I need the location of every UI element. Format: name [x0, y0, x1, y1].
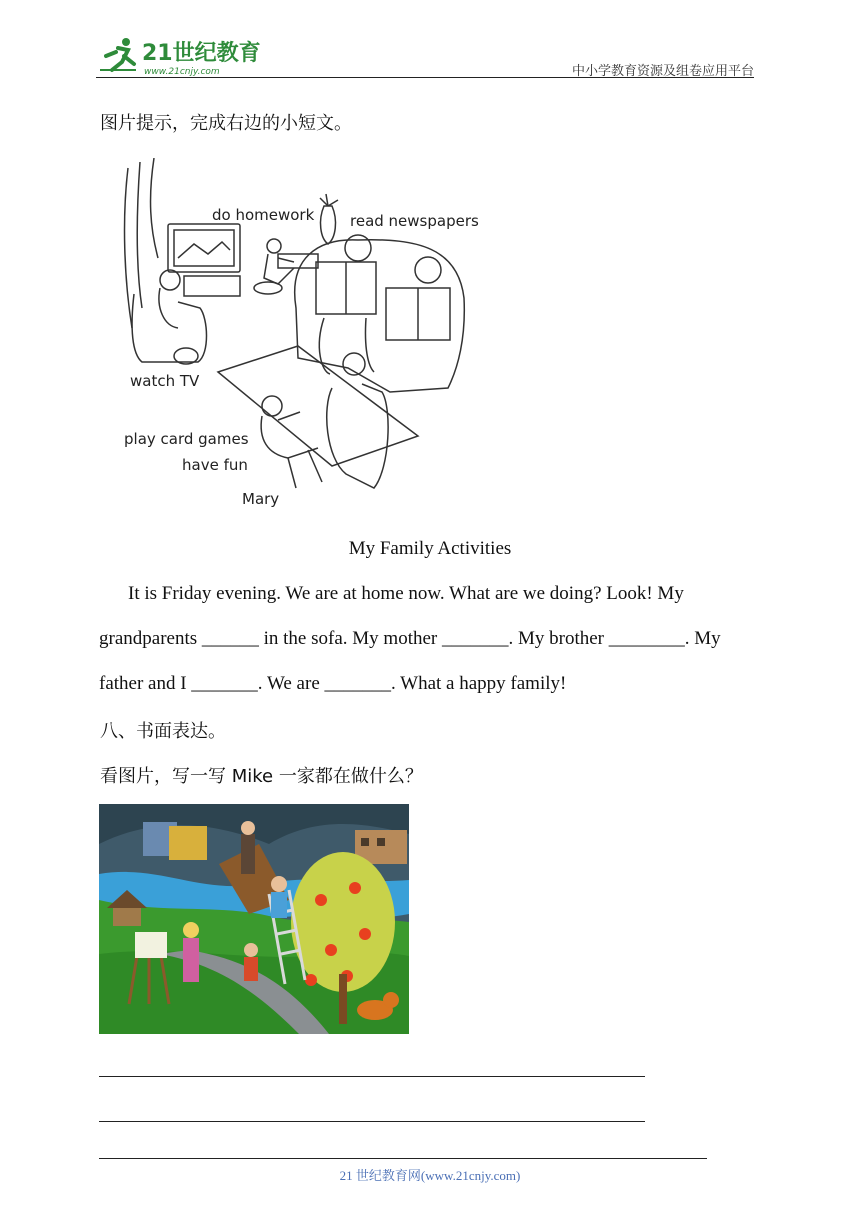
site-logo: [96, 34, 266, 78]
passage-line-2: grandparents ______ in the sofa. My mother _______. My brother ________. My: [99, 628, 721, 649]
section-8-title: 八、书面表达。: [100, 721, 226, 742]
answer-line-2[interactable]: [99, 1121, 645, 1122]
label-do-homework: do homework: [212, 206, 315, 224]
passage-line-3: father and I _______. We are _______. What a happy family!: [99, 673, 567, 694]
logo-url: www.21cnjy.com: [144, 67, 220, 77]
section-8-instruction: 看图片，写一写 Mike 一家都在做什么？: [100, 766, 423, 787]
label-watch-tv: watch TV: [130, 372, 200, 390]
passage-line-1: It is Friday evening. We are at home now. What are we doing? Look! My: [128, 583, 684, 604]
footer-text: 21 世纪教育网(www.21cnjy.com): [339, 1168, 521, 1183]
label-have-fun: have fun: [182, 456, 248, 474]
family-activities-illustration: [118, 158, 498, 518]
label-mary: Mary: [242, 490, 280, 508]
footer-divider: [99, 1158, 707, 1159]
logo-text: 21世纪教育: [142, 41, 261, 66]
answer-line-1[interactable]: [99, 1076, 645, 1077]
header-divider: [96, 77, 754, 78]
passage-title: My Family Activities: [348, 538, 512, 559]
exercise-instruction: 图片提示，完成右边的小短文。: [100, 113, 352, 134]
label-play-card-games: play card games: [124, 430, 249, 448]
label-read-newspapers: read newspapers: [350, 212, 479, 230]
header-platform-text: 中小学教育资源及组卷应用平台: [571, 64, 754, 79]
mike-family-park-illustration: [99, 804, 409, 1034]
runner-icon: [100, 38, 136, 70]
